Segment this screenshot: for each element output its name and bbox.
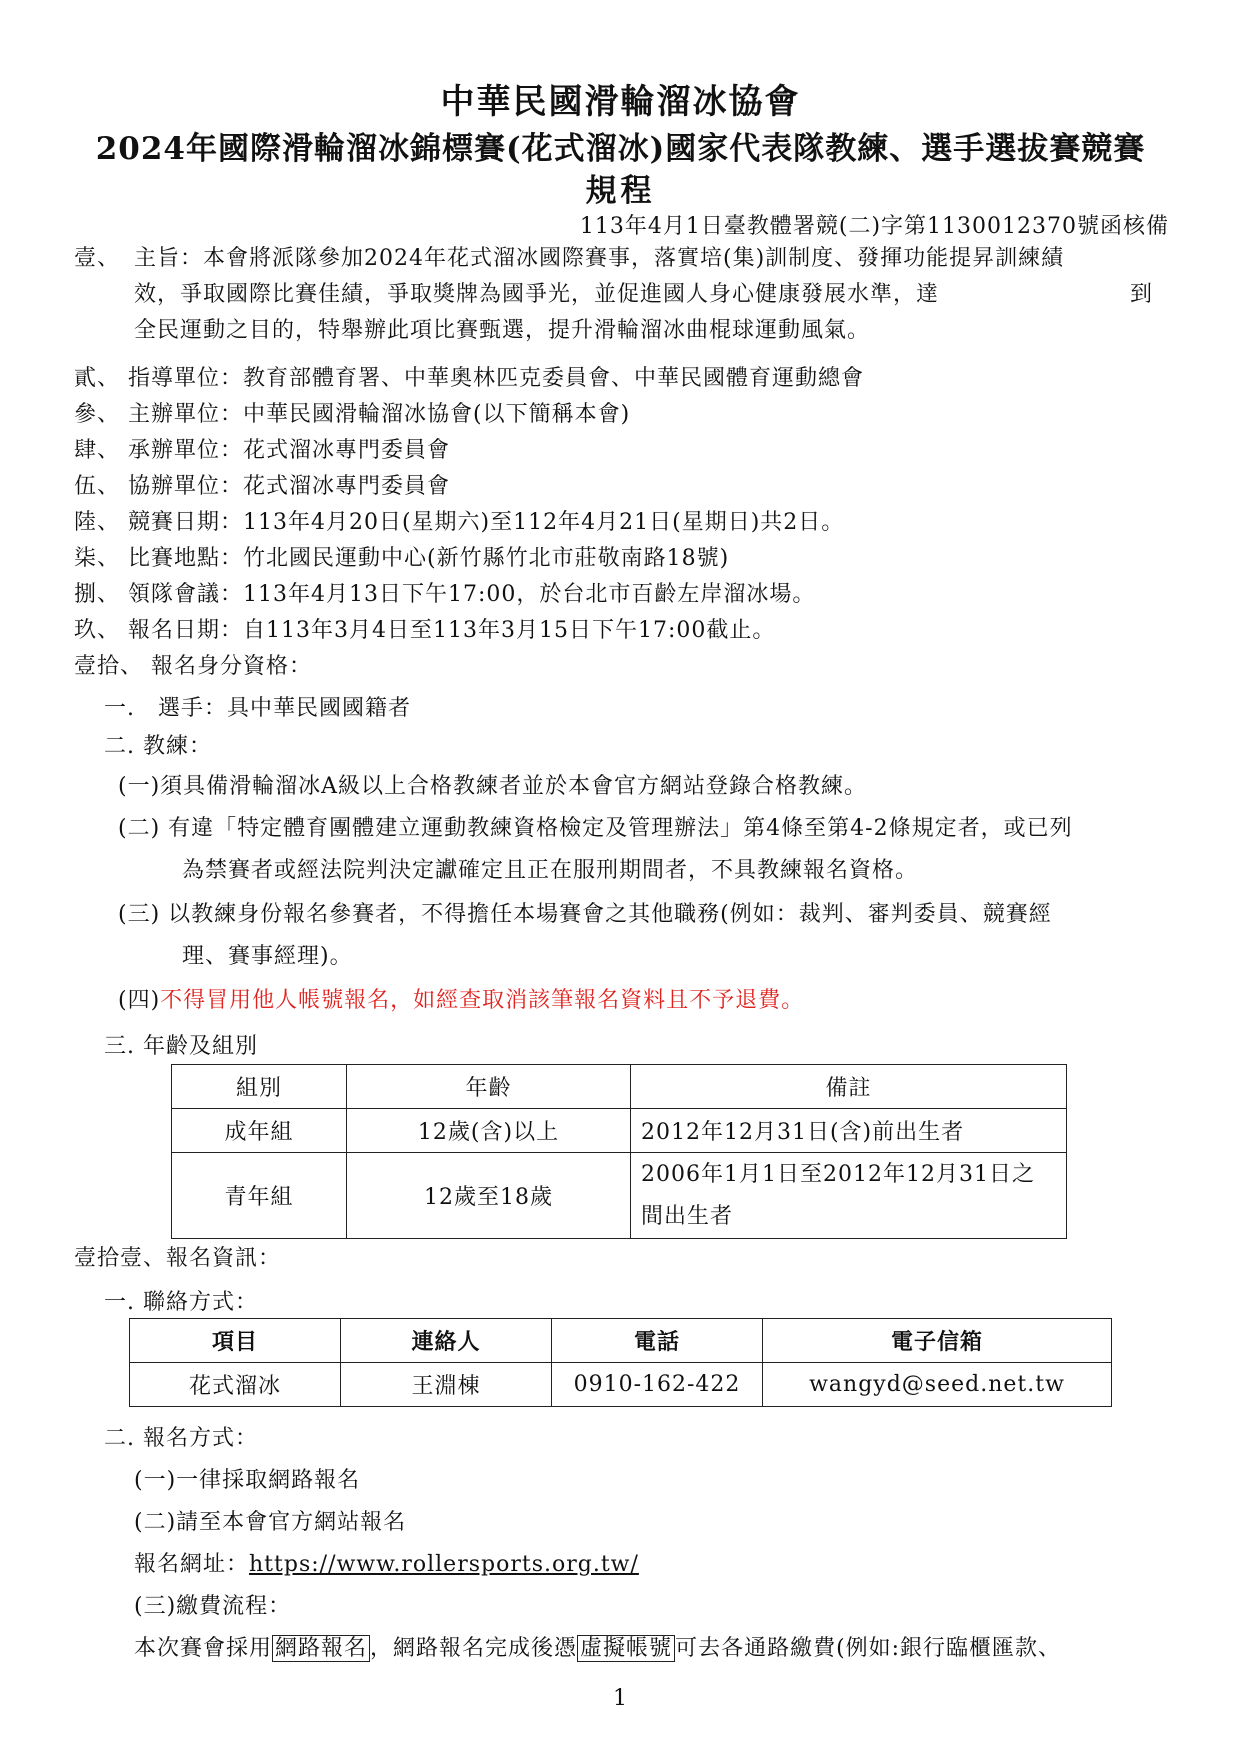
table-header-cell: 連絡人 [341, 1319, 552, 1363]
item-2-4-prefix: (四) [118, 988, 161, 1013]
note-cell [631, 1153, 1067, 1239]
section-10-item-2: 二. 教練： [104, 734, 212, 759]
section-11-item-2: 二. 報名方式： [104, 1426, 258, 1451]
item-cell: 花式溜冰 [130, 1363, 341, 1407]
table-header-row [130, 1319, 1112, 1363]
online-registration-box: 網路報名 [272, 1635, 370, 1662]
section-6: 陸、 競賽日期：113年4月20日(星期六)至112年4月21日(星期日)共2日。 [74, 510, 845, 535]
note-cell: 2012年12月31日(含)前出生者 [631, 1109, 1067, 1153]
table-header-cell: 組別 [172, 1065, 347, 1109]
section-7: 柒、 比賽地點：竹北國民運動中心(新竹縣竹北市莊敬南路18號) [74, 546, 730, 571]
age-cell: 12歲至18歲 [347, 1153, 631, 1239]
table-header-cell: 項目 [130, 1319, 341, 1363]
section-1-line-2-end: 到 [1130, 282, 1154, 307]
table-header-cell: 電話 [552, 1319, 763, 1363]
document-subtitle: 規程 [585, 173, 656, 209]
url-label: 報名網址： [134, 1552, 250, 1577]
note-line-1: 2006年1月1日至2012年12月31日之 [641, 1161, 1035, 1187]
table-header-cell: 備註 [631, 1065, 1067, 1109]
group-cell: 青年組 [172, 1153, 347, 1239]
page-number: 1 [613, 1686, 628, 1711]
table-header-cell: 年齡 [347, 1065, 631, 1109]
section-11-item-2-1: (一)一律採取網路報名 [134, 1468, 361, 1493]
section-10-item-2-1: (一)須具備滑輪溜冰A級以上合格教練者並於本會官方網站登錄合格教練。 [118, 774, 868, 799]
section-10-item-2-2-line-1: (二) 有違「特定體育團體建立運動教練資格檢定及管理辦法」第4條至第4-2條規定者，或已列 [118, 816, 1073, 841]
section-10-item-2-3-line-1: (三) 以教練身份報名參賽者，不得擔任本場賽會之其他職務(例如：裁判、審判委員、競賽經 [118, 902, 1052, 927]
table-header-cell: 電子信箱 [763, 1319, 1112, 1363]
approval-reference: 113年4月1日臺教體署競(二)字第1130012370號函核備 [579, 214, 1169, 239]
section-2: 貳、 指導單位：教育部體育署、中華奧林匹克委員會、中華民國體育運動總會 [74, 366, 864, 391]
section-10-item-1: 一. 選手：具中華民國國籍者 [104, 696, 411, 721]
virtual-account-box: 虛擬帳號 [577, 1635, 675, 1662]
section-11-item-2-3: (三)繳費流程： [134, 1594, 292, 1619]
phone-cell: 0910-162-422 [552, 1363, 763, 1407]
section-10-item-3: 三. 年齡及組別 [104, 1034, 258, 1059]
section-10-item-2-2-line-2: 為禁賽者或經法院判決定讞確定且正在服刑期間者，不具教練報名資格。 [182, 858, 919, 883]
payment-text-a: 本次賽會採用 [134, 1636, 273, 1661]
group-cell: 成年組 [172, 1109, 347, 1153]
section-5: 伍、 協辦單位：花式溜冰專門委員會 [74, 474, 450, 499]
section-8: 捌、 領隊會議：113年4月13日下午17:00，於台北市百齡左岸溜冰場。 [74, 582, 816, 607]
age-group-table [171, 1064, 1067, 1239]
section-11-item-2-2: (二)請至本會官方網站報名 [134, 1510, 407, 1535]
contact-table [129, 1318, 1112, 1407]
section-1-line-3: 全民運動之目的，特舉辦此項比賽甄選，提升滑輪溜冰曲棍球運動風氣。 [134, 318, 871, 343]
section-11: 壹拾壹、報名資訊： [74, 1246, 282, 1271]
section-1-line-1: 主旨：本會將派隊參加2024年花式溜冰國際賽事，落實培(集)訓制度、發揮功能提昇訓練績 [134, 246, 1065, 271]
payment-text-c: 可去各通路繳費(例如:銀行臨櫃匯款、 [675, 1636, 1062, 1661]
payment-text-b: ，網路報名完成後憑 [370, 1636, 578, 1661]
table-header-row [172, 1065, 1067, 1109]
section-10: 壹拾、 報名身分資格： [74, 654, 312, 679]
section-10-item-2-4 [118, 986, 804, 1016]
item-2-4-warning: 不得冒用他人帳號報名，如經查取消該筆報名資料且不予退費。 [160, 988, 805, 1013]
org-title: 中華民國滑輪溜冰協會 [440, 82, 801, 122]
document-title: 2024年國際滑輪溜冰錦標賽(花式溜冰)國家代表隊教練、選手選拔賽競賽 [95, 131, 1146, 167]
section-9: 玖、 報名日期：自113年3月4日至113年3月15日下午17:00截止。 [74, 618, 776, 643]
email-cell: wangyd@seed.net.tw [763, 1363, 1112, 1407]
section-3: 參、 主辦單位：中華民國滑輪溜冰協會(以下簡稱本會) [74, 402, 631, 427]
age-cell: 12歲(含)以上 [347, 1109, 631, 1153]
table-row [130, 1363, 1112, 1407]
table-row [172, 1109, 1067, 1153]
section-4: 肆、 承辦單位：花式溜冰專門委員會 [74, 438, 450, 463]
contact-person-cell: 王淵棟 [341, 1363, 552, 1407]
table-row [172, 1153, 1067, 1239]
registration-url-link[interactable]: https://www.rollersports.org.tw/ [249, 1552, 639, 1577]
note-line-2: 間出生者 [641, 1203, 734, 1229]
registration-url-line [134, 1550, 639, 1580]
section-1-line-2: 效，爭取國際比賽佳績，爭取獎牌為國爭光，並促進國人身心健康發展水準，達 [134, 282, 940, 307]
payment-description [134, 1634, 1061, 1664]
section-10-item-2-3-line-2: 理、賽事經理)。 [182, 944, 353, 969]
section-11-item-1: 一. 聯絡方式： [104, 1290, 258, 1315]
section-1-number: 壹、 [74, 246, 121, 271]
